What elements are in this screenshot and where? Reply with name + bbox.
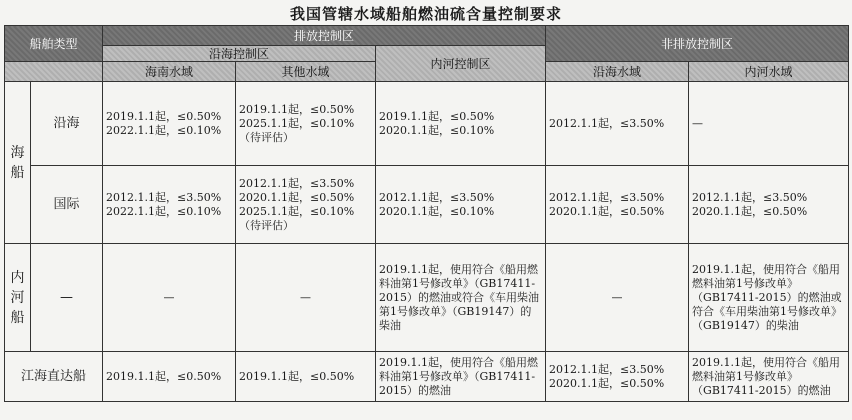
cell-rs-other: 2019.1.1起，≤0.50% — [236, 352, 376, 402]
cell-coastal-noncoastal: 2012.1.1起，≤3.50% — [546, 82, 689, 166]
header-ship-type-filler — [5, 62, 103, 82]
cell-rs-noninland: 2019.1.1起，使用符合《船用燃料油第1号修改单》（GB17411-2015）的燃油 — [689, 352, 849, 402]
cell-rs-noncoastal: 2012.1.1起，≤3.50% 2020.1.1起，≤0.50% — [546, 352, 689, 402]
header-other-waters: 其他水域 — [236, 62, 376, 82]
cell-coastal-noninland: — — [689, 82, 849, 166]
cell-intl-noninland: 2012.1.1起，≤3.50% 2020.1.1起，≤0.50% — [689, 166, 849, 244]
cell-inland-inland: 2019.1.1起，使用符合《船用燃料油第1号修改单》（GB17411-2015）的燃油或符合《车用柴油第1号修改单》（GB19147）的柴油 — [376, 244, 546, 352]
cell-intl-noncoastal: 2012.1.1起，≤3.50% 2020.1.1起，≤0.50% — [546, 166, 689, 244]
cell-rs-inland: 2019.1.1起，使用符合《船用燃料油第1号修改单》（GB17411-2015）的燃油 — [376, 352, 546, 402]
cell-rs-hainan: 2019.1.1起，≤0.50% — [103, 352, 236, 402]
cell-inland-noncoastal: — — [546, 244, 689, 352]
sulfur-control-table — [4, 25, 849, 402]
subtype-inland-none: — — [31, 244, 103, 352]
header-coastal-waters: 沿海水域 — [546, 62, 689, 82]
group-river-sea-ship: 江海直达船 — [5, 352, 103, 402]
cell-inland-other: — — [236, 244, 376, 352]
subtype-international: 国际 — [31, 166, 103, 244]
cell-coastal-hainan: 2019.1.1起，≤0.50% 2022.1.1起，≤0.10% — [103, 82, 236, 166]
header-inland-waters: 内河水域 — [689, 62, 849, 82]
subtype-coastal: 沿海 — [31, 82, 103, 166]
page-title: 我国管辖水域船舶燃油硫含量控制要求 — [289, 5, 562, 23]
cell-intl-inland: 2012.1.1起，≤3.50% 2020.1.1起，≤0.10% — [376, 166, 546, 244]
cell-intl-hainan: 2012.1.1起，≤3.50% 2022.1.1起，≤0.10% — [103, 166, 236, 244]
cell-coastal-inland: 2019.1.1起，≤0.50% 2020.1.1起，≤0.10% — [376, 82, 546, 166]
header-hainan-waters: 海南水域 — [103, 62, 236, 82]
header-emission-zone: 排放控制区 — [103, 26, 546, 46]
cell-coastal-other: 2019.1.1起，≤0.50% 2025.1.1起，≤0.10% （待评估） — [236, 82, 376, 166]
group-inland-ship: 内 河 船 — [5, 244, 31, 352]
cell-intl-other: 2012.1.1起，≤3.50% 2020.1.1起，≤0.50% 2025.1.1起，≤0.10% （待评估） — [236, 166, 376, 244]
cell-inland-noninland: 2019.1.1起，使用符合《船用燃料油第1号修改单》（GB17411-2015）的燃油或符合《车用柴油第1号修改单》（GB19147）的柴油 — [689, 244, 849, 352]
header-coastal-zone: 沿海控制区 — [103, 46, 376, 62]
group-sea-ship: 海 船 — [5, 82, 31, 244]
header-ship-type: 船舶类型 — [5, 26, 103, 62]
cell-inland-hainan: — — [103, 244, 236, 352]
header-inland-control-zone: 内河控制区 — [376, 46, 546, 82]
header-non-emission-zone: 非排放控制区 — [546, 26, 849, 62]
